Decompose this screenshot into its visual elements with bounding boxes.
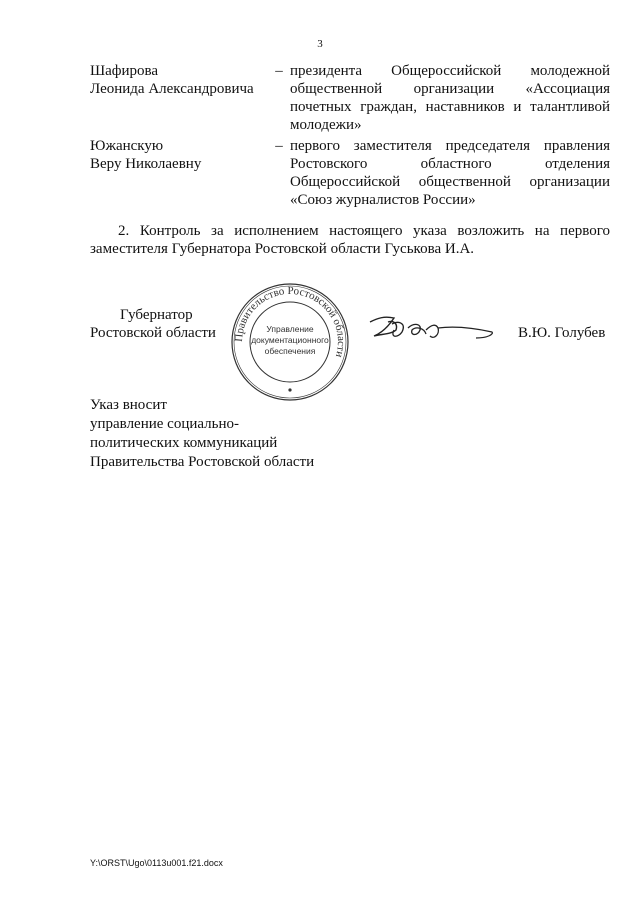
page-number: 3	[317, 38, 323, 50]
handwritten-signature	[364, 310, 504, 350]
member-name: Шафирова Леонида Александровича	[90, 63, 254, 97]
stamp-inner-line: обеспечения	[264, 346, 316, 356]
signer-title: Губернатор Ростовской области	[90, 307, 216, 341]
member-name: Южанскую Веру Николаевну	[90, 138, 202, 172]
stamp-inner-line: Управление	[266, 324, 314, 334]
dash: –	[275, 138, 283, 154]
control-paragraph: 2. Контроль за исполнением настоящего указа возложить на первого заместителя Губернатора Ростовской области Гуськова И.А.	[90, 223, 610, 257]
stamp-inner-line: документационного	[251, 335, 329, 345]
stamp-outer-text: Правительство Ростовской области	[232, 284, 348, 359]
file-path: Y:\ORST\Ugo\0113u001.f21.docx	[90, 858, 223, 868]
official-stamp	[230, 282, 350, 402]
member-description: президента Общероссийской молодежной общественной организации «Ассоциация почетных граждан, наставников и талантливой молодежи»	[290, 63, 610, 133]
dash: –	[275, 63, 283, 79]
member-description: первого заместителя председателя правления Ростовского областного отделения Общероссийской общественной организации «Союз журналистов России»	[290, 138, 610, 208]
submitted-by-block: Указ вносит управление социально- политических коммуникаций Правительства Ростовской области	[90, 397, 315, 470]
signer-name: В.Ю. Голубев	[518, 325, 606, 341]
